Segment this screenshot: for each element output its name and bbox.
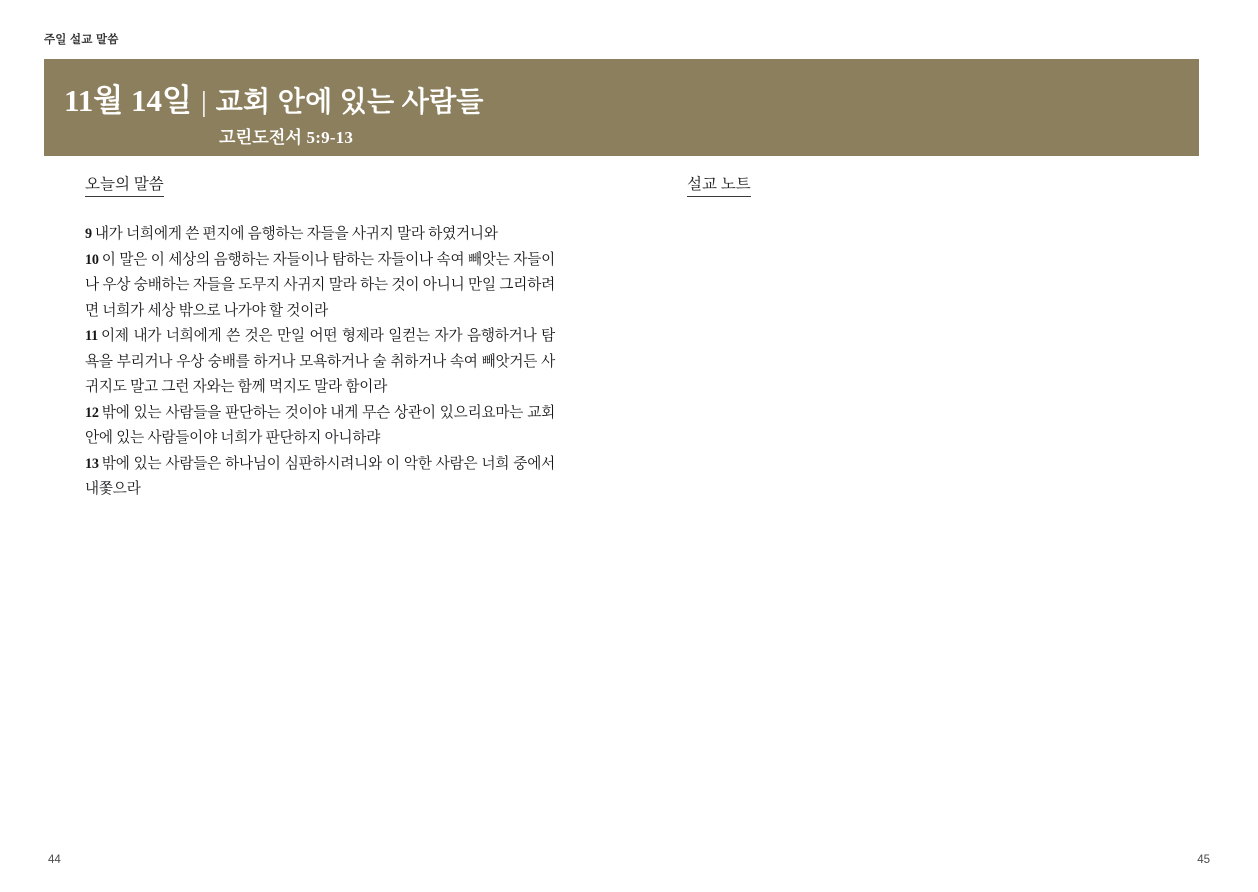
sermon-notes-area[interactable] xyxy=(687,221,1157,821)
left-column xyxy=(85,175,555,503)
verse-line xyxy=(85,401,555,452)
page-number-left: 44 xyxy=(48,854,61,866)
title-banner-content xyxy=(64,75,1187,152)
todays-word-heading: 오늘의 말씀 xyxy=(85,175,164,197)
verse-number: 10 xyxy=(85,251,99,268)
verse-number: 9 xyxy=(85,226,92,243)
sermon-title: 교회 안에 있는 사람들 xyxy=(215,87,484,118)
page-number-right: 45 xyxy=(1197,854,1210,866)
sermon-date: 11월 14일 xyxy=(64,83,192,118)
verse-text: 내가 너희에게 쓴 편지에 음행하는 자들을 사귀지 말라 하였거니와 xyxy=(94,226,498,243)
title-separator: | xyxy=(200,86,207,118)
verse-number: 13 xyxy=(85,455,99,472)
verse-number: 11 xyxy=(85,328,99,345)
verse-number: 12 xyxy=(85,404,99,421)
right-column xyxy=(687,175,1157,821)
verse-text: 이 말은 이 세상의 음행하는 자들이나 탐하는 자들이나 속여 빼앗는 자들이나 우상 숭배하는 자들을 도무지 사귀지 말라 하는 것이 아니니 만일 그리하려면 너희가 세상 밖으로 나가야 할 것이라 xyxy=(85,251,555,319)
verse-line xyxy=(85,222,555,248)
verse-line xyxy=(85,452,555,503)
verse-text: 이제 내가 너희에게 쓴 것은 만일 어떤 형제라 일컫는 자가 음행하거나 탐욕을 부리거나 우상 숭배를 하거나 모욕하거나 술 취하거나 속여 빼앗거든 사귀지도 말고 그런 자와는 함께 먹지도 말라 함이라 xyxy=(85,328,555,396)
verse-text: 밖에 있는 사람들을 판단하는 것이야 내게 무슨 상관이 있으리요마는 교회 안에 있는 사람들이야 너희가 판단하지 아니하랴 xyxy=(85,404,555,447)
running-head: 주일 설교 말씀 xyxy=(44,34,119,46)
verse-text: 밖에 있는 사람들은 하나님이 심판하시려니와 이 악한 사람은 너희 중에서 내쫓으라 xyxy=(85,455,555,498)
verse-line xyxy=(85,248,555,325)
scripture-body xyxy=(85,222,555,503)
verse-line xyxy=(85,324,555,401)
title-banner-headline xyxy=(64,75,1187,120)
sermon-notes-heading: 설교 노트 xyxy=(687,175,751,197)
scripture-reference: 고린도전서 5:9-13 xyxy=(219,128,354,147)
title-banner xyxy=(44,59,1199,156)
